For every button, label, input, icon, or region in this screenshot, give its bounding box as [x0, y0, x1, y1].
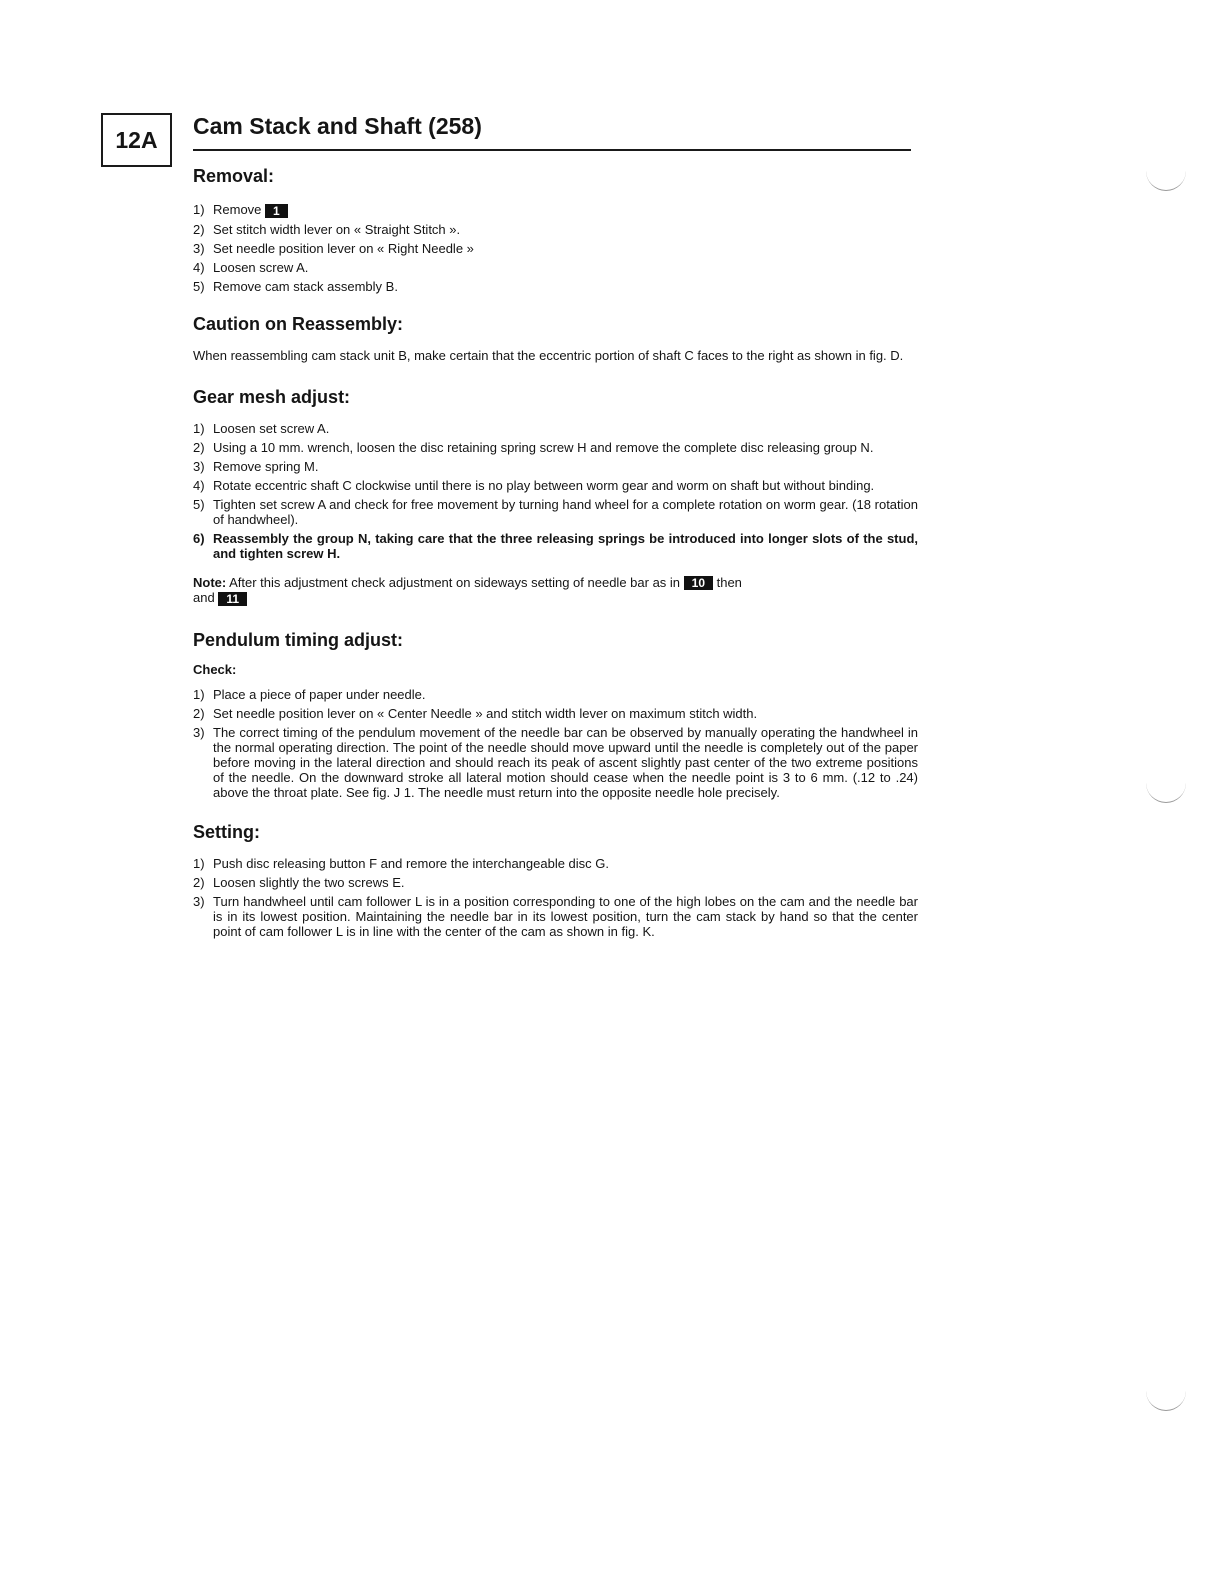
- binder-hole-mark-bottom: [1146, 1370, 1186, 1411]
- removal-heading: Removal:: [193, 166, 275, 186]
- item-text: Remove spring M.: [213, 458, 319, 474]
- section-ref-chip: 1: [265, 204, 288, 218]
- list-item: [193, 421, 918, 436]
- title-rule: [193, 149, 911, 151]
- item-text: Set stitch width lever on « Straight Stitch ».: [213, 221, 461, 237]
- section-ref-chip: 10: [684, 576, 713, 590]
- pendulum-list: [193, 687, 918, 800]
- list-item: [193, 856, 918, 871]
- chapter-tab-label: 12A: [115, 126, 158, 153]
- list-item: [193, 478, 918, 493]
- item-number: 3): [193, 893, 205, 909]
- gear-note: [193, 575, 918, 606]
- list-item: [193, 875, 918, 890]
- check-subheading: Check:: [193, 661, 237, 677]
- item-text: The correct timing of the pendulum movement of the needle bar can be observed by manually operating the handwheel in the normal operating direction. The point of the needle should move upward until the needle is completely out of the paper before moving in the lateral direction and should reach its peak of ascent slightly past center of the two extreme positions of the needle. On the downward stroke all lateral motion should cease when the needle point is 3 to 6 mm. (.12 to .24) above the throat plate. See fig. J 1. The needle must return into the opposite needle hole precisely.: [213, 724, 918, 800]
- item-text: Set needle position lever on « Center Needle » and stitch width lever on maximum stitch width.: [213, 705, 758, 721]
- item-number: 1): [193, 202, 205, 217]
- list-item: [193, 687, 918, 702]
- list-item: [193, 706, 918, 721]
- item-number: 5): [193, 278, 205, 294]
- item-number: 1): [193, 686, 205, 702]
- page-content: [193, 110, 918, 943]
- item-text: Using a 10 mm. wrench, loosen the disc retaining spring screw H and remove the complete disc releasing group N.: [213, 439, 874, 455]
- item-text: Remove: [213, 202, 266, 217]
- binder-hole-mark-top: [1146, 150, 1186, 191]
- item-number: 4): [193, 259, 205, 275]
- list-item: [193, 725, 918, 800]
- list-item: [193, 202, 918, 218]
- list-item: [193, 260, 918, 275]
- note-and: and: [193, 590, 219, 606]
- item-text: Rotate eccentric shaft C clockwise until there is no play between worm gear and worm on shaft but without binding.: [213, 477, 875, 493]
- item-text: Place a piece of paper under needle.: [213, 686, 426, 702]
- item-text: Set needle position lever on « Right Needle »: [213, 240, 474, 256]
- item-number: 2): [193, 439, 205, 455]
- item-number: 1): [193, 420, 205, 436]
- list-item: [193, 894, 918, 939]
- gear-list: [193, 421, 918, 561]
- item-text: Loosen set screw A.: [213, 420, 330, 436]
- note-text: After this adjustment check adjustment on sideways setting of needle bar as in: [226, 574, 684, 590]
- item-text: Loosen slightly the two screws E.: [213, 874, 405, 890]
- item-number: 1): [193, 855, 205, 871]
- list-item: [193, 497, 918, 527]
- note-label: Note:: [193, 574, 227, 590]
- page-title: Cam Stack and Shaft (258): [193, 113, 482, 139]
- caution-heading: Caution on Reassembly:: [193, 313, 404, 334]
- setting-list: [193, 856, 918, 939]
- item-text: Loosen screw A.: [213, 259, 309, 275]
- item-text: Tighten set screw A and check for free movement by turning hand wheel for a complete rotation on worm gear. (18 rotation of handwheel).: [213, 496, 918, 527]
- list-item: [193, 531, 918, 561]
- list-item: [193, 440, 918, 455]
- section-ref-chip: 11: [218, 592, 247, 606]
- setting-heading: Setting:: [193, 821, 260, 842]
- note-then: then: [713, 574, 742, 590]
- item-number: 2): [193, 221, 205, 237]
- caution-text: When reassembling cam stack unit B, make certain that the eccentric portion of shaft C faces to the right as shown in fig. D.: [193, 347, 904, 363]
- pendulum-heading: Pendulum timing adjust:: [193, 629, 403, 650]
- gear-heading: Gear mesh adjust:: [193, 386, 351, 407]
- item-text: Push disc releasing button F and remore the interchangeable disc G.: [213, 855, 610, 871]
- item-text: Turn handwheel until cam follower L is in a position corresponding to one of the high lobes on the cam and the needle bar is in its lowest position. Maintaining the needle bar in its lowest position, turn the cam stack by hand so that the center point of cam follower L is in line with the center of the cam as shown in fig. K.: [213, 893, 918, 939]
- list-item: [193, 222, 918, 237]
- item-number: 6): [193, 530, 205, 546]
- item-number: 3): [193, 458, 205, 474]
- binder-hole-mark-middle: [1146, 762, 1186, 803]
- list-item: [193, 241, 918, 256]
- item-number: 2): [193, 874, 205, 890]
- item-text: Reassembly the group N, taking care that the three releasing springs be introduced into longer slots of the stud, and tighten screw H.: [213, 530, 918, 561]
- item-number: 2): [193, 705, 205, 721]
- item-number: 4): [193, 477, 205, 493]
- removal-list: [193, 202, 918, 294]
- item-number: 3): [193, 724, 205, 740]
- list-item: [193, 279, 918, 294]
- item-text: Remove cam stack assembly B.: [213, 278, 398, 294]
- chapter-tab: [101, 113, 172, 167]
- item-number: 5): [193, 496, 205, 512]
- list-item: [193, 459, 918, 474]
- item-number: 3): [193, 240, 205, 256]
